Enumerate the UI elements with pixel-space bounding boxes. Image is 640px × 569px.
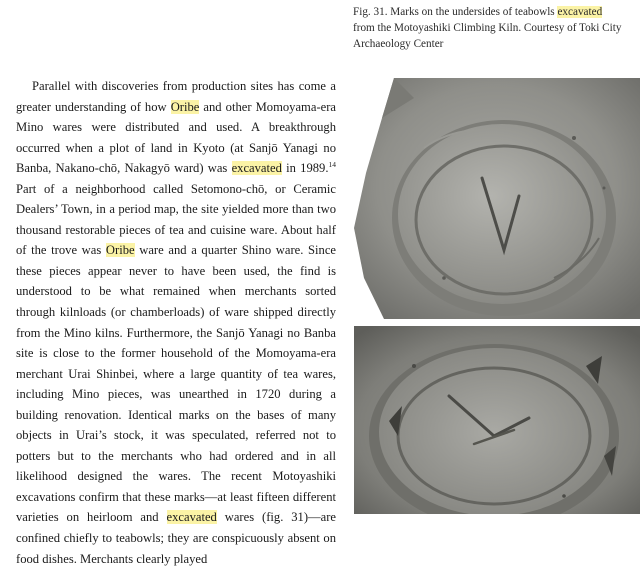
search-highlight: Oribe — [105, 243, 135, 258]
teabowl-base-illustration — [354, 326, 640, 514]
search-highlight: excavated — [166, 510, 217, 525]
caption-text: from the Motoyashiki Climbing Kiln. Courtesy of Toki City Archaeology Center — [353, 22, 622, 50]
paragraph — [16, 76, 336, 569]
figure-caption — [353, 4, 625, 52]
caption-text: Fig. 31. Marks on the undersides of teabowls — [353, 6, 558, 18]
teabowl-base-illustration — [354, 78, 640, 319]
search-highlight: excavated — [231, 161, 282, 176]
text-run: Parallel with discoveries from production sites has come a greater understanding of how — [16, 79, 336, 114]
text-run: in 1989. — [281, 161, 329, 176]
teabowl-mark-photo-2 — [354, 326, 640, 514]
footnote-ref[interactable]: 14 — [328, 160, 336, 169]
article-body — [16, 76, 336, 569]
text-run: ware and a quarter Shino ware. Since these pieces appear never to have been used, the find is understood to be what remained when merchants sorted through kilnloads (or chamberloads) of ware shipped directly from the Mino kilns. Furthermore, the Sanjō Yanagi no Banba site is close to the former household of the Momoyama-era merchant Urai Shinbei, where a large quantity of tea wares, including Mino pieces, was unearthed in 1720 during a building renovation. Identical marks on the bases of many objects in Urai’s stock, it was speculated, referred not to potters but to the merchants who had ordered and in all likelihood designed the wares. The recent Motoyashiki excavations confirm that these marks—at least fifteen different varieties on heirloom and — [16, 243, 336, 525]
text-run: Part of a neighborhood called Setomono-chō, or Ceramic Dealers’ Town, in a period map, the site yielded more than two thousand restorable pieces of tea and cuisine ware. About half of the trove was — [16, 181, 336, 258]
text-run: and other Momoyama-era Mino wares were distributed and used. A breakthrough occurred when a plot of land in Kyoto (at Sanjō Yanagi no Banba, Nakano-chō, Nakagyō ward) was — [16, 99, 337, 176]
teabowl-mark-photo-1 — [354, 78, 640, 319]
text-run: wares (fig. 31)—are confined chiefly to teabowls; they are conspicuously absent on food dishes. Merchants clearly played — [16, 510, 336, 566]
search-highlight: Oribe — [170, 99, 200, 114]
search-highlight: excavated — [557, 6, 603, 18]
